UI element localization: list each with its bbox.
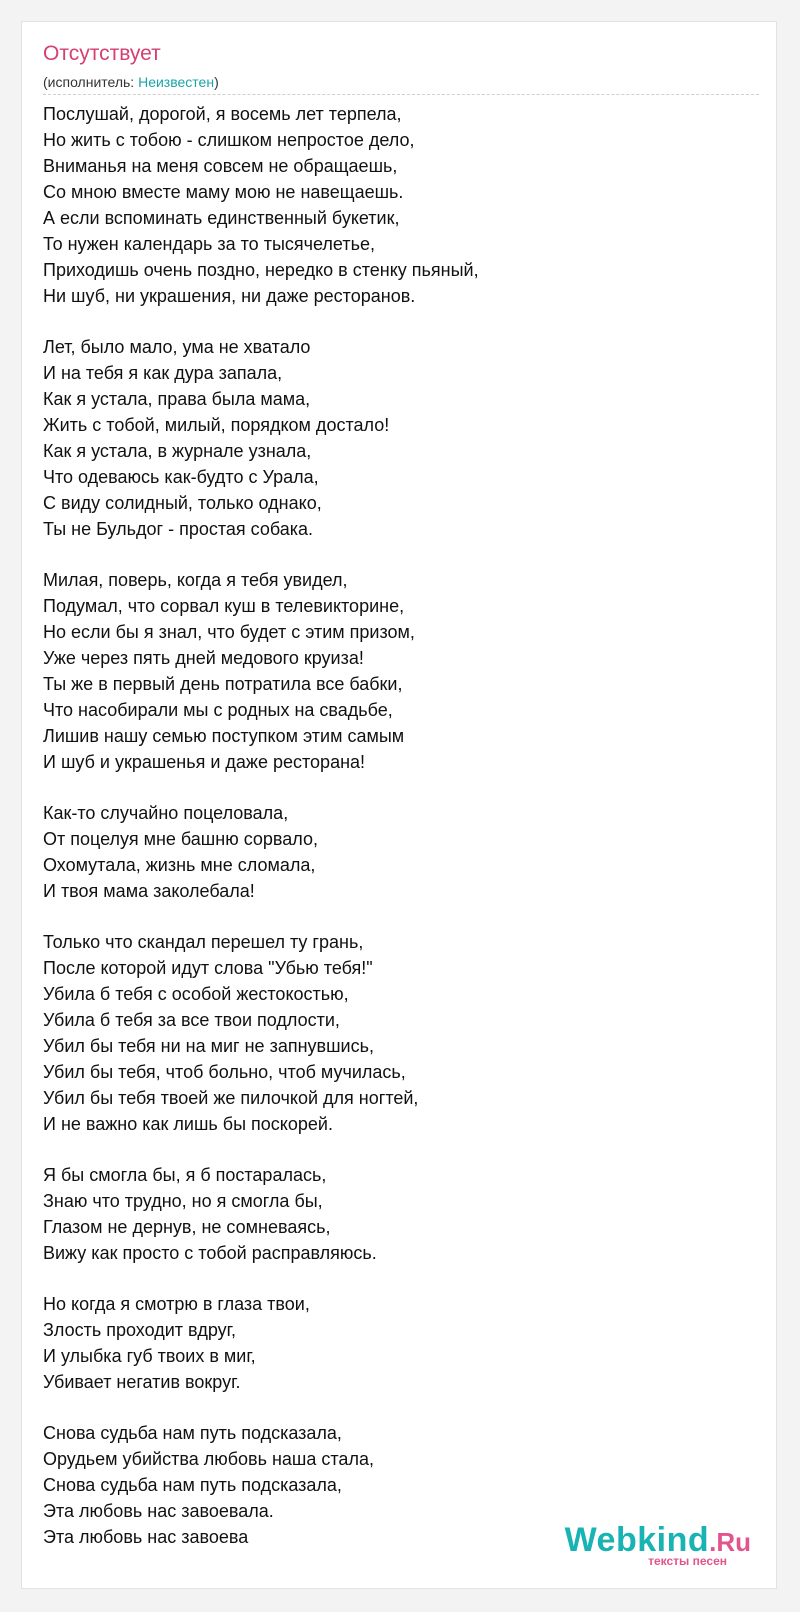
- lyrics-line: Милая, поверь, когда я тебя увидел,: [43, 570, 348, 590]
- lyrics-line: Глазом не дернув, не сомневаясь,: [43, 1217, 331, 1237]
- lyrics-line: Только что скандал перешел ту грань,: [43, 932, 364, 952]
- lyrics-line: Приходишь очень поздно, нередко в стенку пьяный,: [43, 260, 479, 280]
- lyrics-line: И не важно как лишь бы поскорей.: [43, 1114, 333, 1134]
- lyrics-line: Вижу как просто с тобой расправляюсь.: [43, 1243, 377, 1263]
- title-divider: [43, 94, 759, 95]
- lyrics-line: И шуб и украшенья и даже ресторана!: [43, 752, 366, 772]
- lyrics-line: С виду солидный, только однако,: [43, 493, 322, 513]
- lyrics-line: Как я устала, в журнале узнала,: [43, 441, 312, 461]
- lyrics-line: Убил бы тебя твоей же пилочкой для ногтей,: [43, 1088, 419, 1108]
- lyrics-body: [43, 101, 743, 1575]
- lyrics-line: Охомутала, жизнь мне сломала,: [43, 855, 316, 875]
- lyrics-line: И улыбка губ твоих в миг,: [43, 1346, 256, 1366]
- lyrics-line: Убила б тебя за все твои подлости,: [43, 1010, 340, 1030]
- lyrics-line: Орудьем убийства любовь наша стала,: [43, 1449, 374, 1469]
- lyrics-line: Что насобирали мы с родных на свадьбе,: [43, 700, 393, 720]
- artist-prefix: (исполнитель:: [43, 74, 139, 90]
- lyrics-card: [21, 21, 777, 1589]
- lyrics-line: Злость проходит вдруг,: [43, 1320, 237, 1340]
- lyrics-line: И твоя мама заколебала!: [43, 881, 255, 901]
- artist-suffix: ): [214, 74, 219, 90]
- artist-link[interactable]: Неизвестен: [138, 74, 215, 90]
- lyrics-stanza: [43, 1162, 743, 1266]
- lyrics-line: Ни шуб, ни украшения, ни даже ресторанов.: [43, 286, 416, 306]
- lyrics-line: Жить с тобой, милый, порядком достало!: [43, 415, 390, 435]
- lyrics-line: Лет, было мало, ума не хватало: [43, 337, 311, 357]
- site-logo[interactable]: [565, 1523, 751, 1568]
- lyrics-line: Со мною вместе маму мою не навещаешь.: [43, 182, 404, 202]
- lyrics-stanza: [43, 800, 743, 904]
- lyrics-line: Эта любовь нас завоевала.: [43, 1501, 274, 1521]
- lyrics-stanza: [43, 334, 743, 542]
- logo-main-text: Webkind: [564, 1521, 710, 1559]
- lyrics-line: Снова судьба нам путь подсказала,: [43, 1475, 342, 1495]
- lyrics-line: Эта любовь нас завоева: [43, 1527, 249, 1547]
- lyrics-stanza: [43, 567, 743, 775]
- lyrics-line: Я бы смогла бы, я б постаралась,: [43, 1165, 327, 1185]
- logo-tagline: тексты песен: [648, 1554, 727, 1568]
- lyrics-line: Убивает негатив вокруг.: [43, 1372, 241, 1392]
- lyrics-line: Убила б тебя с особой жестокостью,: [43, 984, 349, 1004]
- lyrics-line: Послушай, дорогой, я восемь лет терпела,: [43, 104, 402, 124]
- lyrics-line: Подумал, что сорвал куш в телевикторине,: [43, 596, 405, 616]
- artist-line: [43, 74, 219, 90]
- lyrics-line: Ты же в первый день потратила все бабки,: [43, 674, 403, 694]
- lyrics-line: Что одеваюсь как-будто с Урала,: [43, 467, 319, 487]
- lyrics-line: А если вспоминать единственный букетик,: [43, 208, 400, 228]
- lyrics-line: Вниманья на меня совсем не обращаешь,: [43, 156, 398, 176]
- lyrics-line: Уже через пять дней медового круиза!: [43, 648, 364, 668]
- lyrics-line: После которой идут слова "Убью тебя!": [43, 958, 373, 978]
- lyrics-line: Но если бы я знал, что будет с этим призом,: [43, 622, 415, 642]
- lyrics-line: Ты не Бульдог - простая собака.: [43, 519, 314, 539]
- lyrics-line: Но жить с тобою - слишком непростое дело,: [43, 130, 415, 150]
- lyrics-line: Как-то случайно поцеловала,: [43, 803, 289, 823]
- lyrics-line: От поцелуя мне башню сорвало,: [43, 829, 319, 849]
- lyrics-line: То нужен календарь за то тысячелетье,: [43, 234, 375, 254]
- lyrics-line: Убил бы тебя, чтоб больно, чтоб мучилась,: [43, 1062, 406, 1082]
- lyrics-line: И на тебя я как дура запала,: [43, 363, 283, 383]
- lyrics-line: Убил бы тебя ни на миг не запнувшись,: [43, 1036, 374, 1056]
- lyrics-line: Снова судьба нам путь подсказала,: [43, 1423, 342, 1443]
- logo-suffix: .Ru: [709, 1527, 751, 1557]
- lyrics-line: Лишив нашу семью поступком этим самым: [43, 726, 405, 746]
- lyrics-stanza: [43, 929, 743, 1137]
- lyrics-line: Как я устала, права была мама,: [43, 389, 311, 409]
- lyrics-stanza: [43, 101, 743, 309]
- lyrics-stanza: [43, 1291, 743, 1395]
- lyrics-line: Но когда я смотрю в глаза твои,: [43, 1294, 310, 1314]
- lyrics-line: Знаю что трудно, но я смогла бы,: [43, 1191, 323, 1211]
- song-title: Отсутствует: [43, 42, 161, 65]
